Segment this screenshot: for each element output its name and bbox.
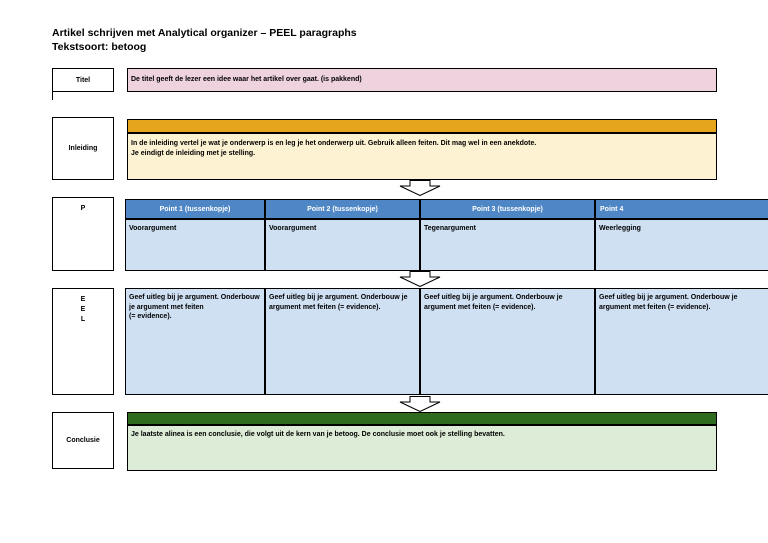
- down-arrow-icon: [399, 271, 441, 287]
- inleiding-label: Inleiding: [52, 117, 114, 180]
- point-2-argument: Voorargument: [265, 219, 420, 271]
- eel-label-e2: E: [80, 306, 86, 313]
- titel-divider: [52, 92, 53, 100]
- inleiding-line-2: Je eindigt de inleiding met je stelling.: [131, 149, 256, 157]
- point-3-argument: Tegenargument: [420, 219, 595, 271]
- down-arrow-icon: [399, 396, 441, 412]
- point-1-explanation: Geef uitleg bij je argument. Onderbouw je argument met feiten (= evidence).: [125, 288, 265, 395]
- conclusie-label: Conclusie: [52, 412, 114, 469]
- conclusie-header-bar: [127, 412, 717, 425]
- document-subtitle: Tekstsoort: betoog: [52, 41, 147, 53]
- point-2-heading: Point 2 (tussenkopje): [265, 199, 420, 219]
- point-3-explanation: Geef uitleg bij je argument. Onderbouw je argument met feiten (= evidence).: [420, 288, 595, 395]
- eel-label-l: L: [80, 316, 86, 323]
- point-4-heading: Point 4: [595, 199, 768, 219]
- conclusie-description: Je laatste alinea is een conclusie, die volgt uit de kern van je betoog. De conclusie moet ook je stelling bevatten.: [127, 425, 717, 471]
- document-title: Artikel schrijven met Analytical organizer – PEEL paragraphs: [52, 27, 357, 39]
- point-3-heading: Point 3 (tussenkopje): [420, 199, 595, 219]
- point-2-explanation: Geef uitleg bij je argument. Onderbouw je argument met feiten (= evidence).: [265, 288, 420, 395]
- down-arrow-icon: [399, 180, 441, 196]
- titel-description: De titel geeft de lezer een idee waar het artikel over gaat. (is pakkend): [127, 68, 717, 92]
- p-label: P: [52, 197, 114, 271]
- point-4-explanation: Geef uitleg bij je argument. Onderbouw je argument met feiten (= evidence).: [595, 288, 768, 395]
- point-1-heading: Point 1 (tussenkopje): [125, 199, 265, 219]
- inleiding-line-1: In de inleiding vertel je wat je onderwerp is en leg je het onderwerp uit. Gebruik alleen feiten. Dit mag wel in een anekdote.: [131, 140, 537, 147]
- point-1-argument: Voorargument: [125, 219, 265, 271]
- eel-label-e1: E: [80, 296, 86, 303]
- titel-label: Titel: [52, 68, 114, 92]
- eel-label: [52, 288, 114, 395]
- point-4-argument: Weerlegging: [595, 219, 768, 271]
- inleiding-description: [127, 133, 717, 180]
- inleiding-header-bar: [127, 119, 717, 133]
